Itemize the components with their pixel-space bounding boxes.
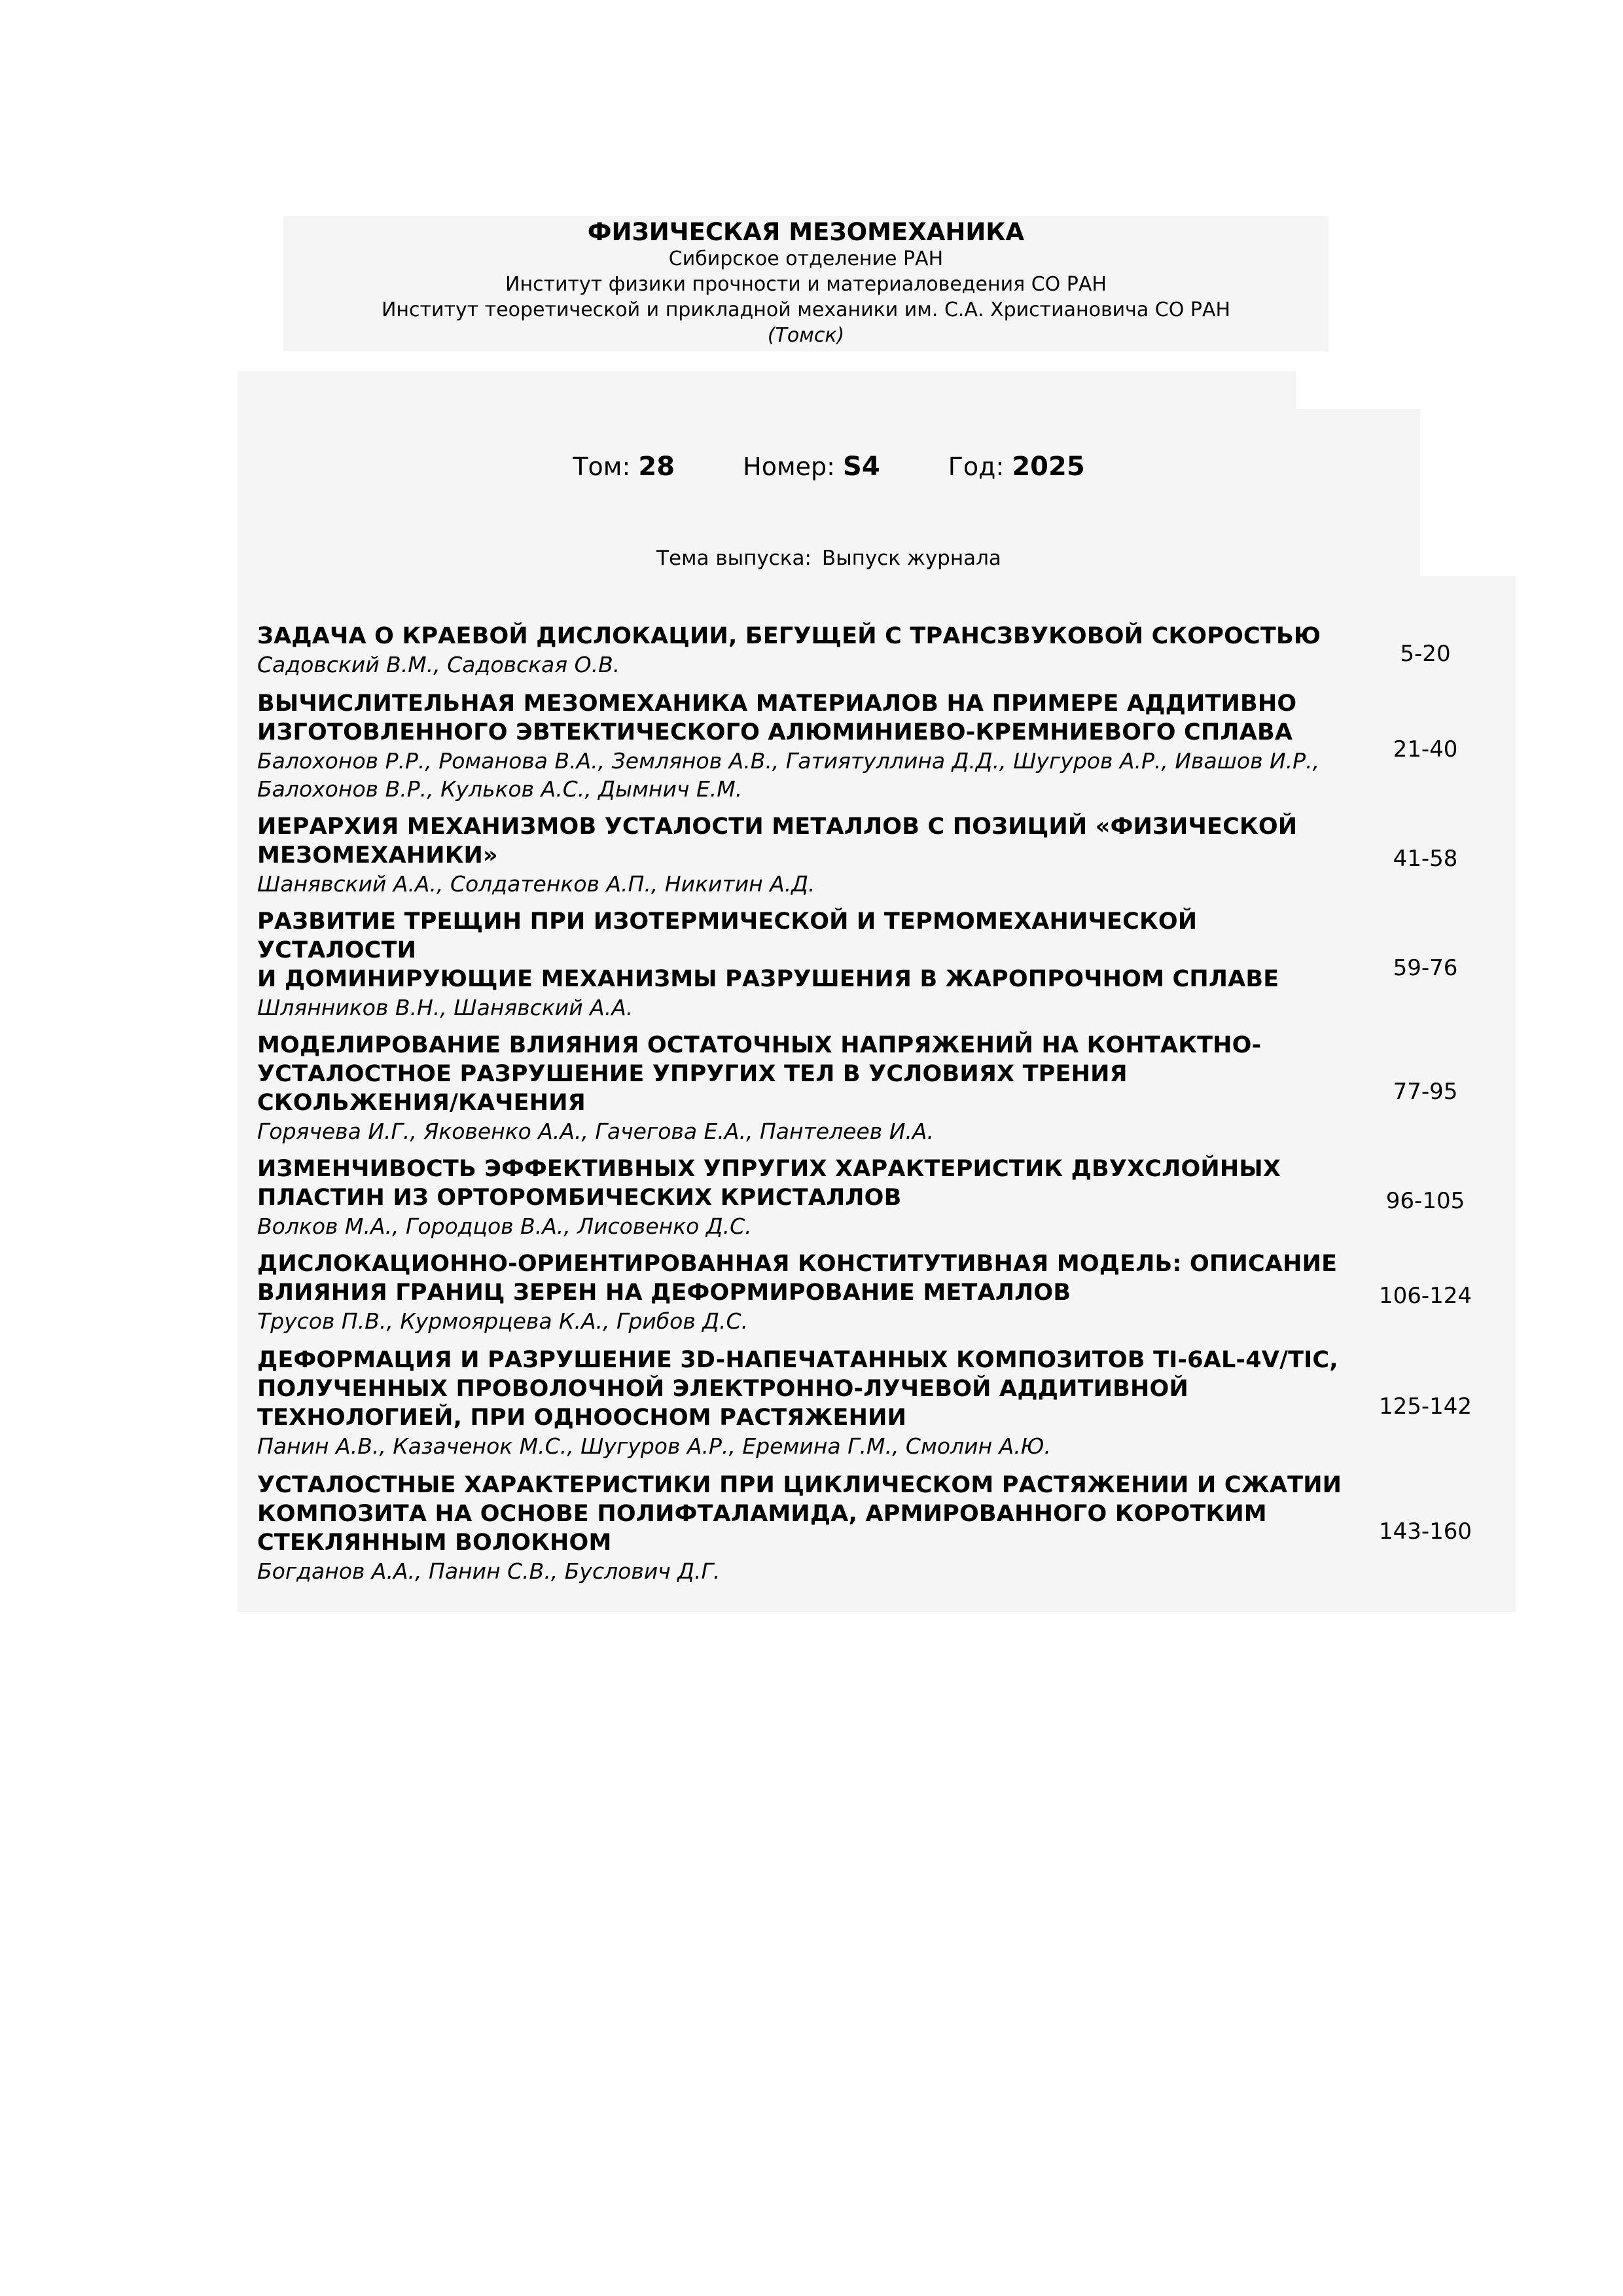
number-field — [743, 452, 880, 482]
article-pages: 96-105 — [1385, 1187, 1465, 1214]
article-pages: 77-95 — [1393, 1078, 1458, 1105]
toc-entry[interactable] — [257, 1155, 1507, 1240]
article-pages: 59-76 — [1393, 954, 1458, 981]
issue-strip-background — [238, 371, 1296, 410]
article-pages: 125-142 — [1378, 1393, 1472, 1420]
article-authors-line: Шанявский А.А., Солдатенков А.П., Никитин А.Д. — [257, 871, 815, 897]
toc-entry-text — [257, 812, 1344, 898]
article-title-line[interactable]: УСТАЛОСТНОЕ РАЗРУШЕНИЕ УПРУГИХ ТЕЛ В УСЛОВИЯХ ТРЕНИЯ — [257, 1061, 1128, 1087]
number-value: S4 — [843, 452, 880, 482]
toc-entry[interactable] — [257, 1471, 1507, 1585]
topic-value: Выпуск журнала — [821, 547, 1001, 570]
article-title-line[interactable]: СТЕКЛЯННЫМ ВОЛОКНОМ — [257, 1530, 612, 1556]
article-pages: 5-20 — [1400, 640, 1451, 667]
article-title-line[interactable]: И ДОМИНИРУЮЩИЕ МЕХАНИЗМЫ РАЗРУШЕНИЯ В ЖАРОПРОЧНОМ СПЛАВЕ — [257, 966, 1279, 992]
toc-entry[interactable] — [257, 1031, 1507, 1145]
issue-topic — [238, 547, 1420, 570]
year-value: 2025 — [1012, 452, 1085, 482]
toc-entry-text — [257, 1031, 1344, 1145]
toc-entry-text — [257, 622, 1344, 679]
volume-value: 28 — [638, 452, 675, 482]
article-authors-line: Трусов П.В., Курмоярцева К.А., Грибов Д.С. — [257, 1308, 749, 1334]
article-title-line[interactable]: СКОЛЬЖЕНИЯ/КАЧЕНИЯ — [257, 1090, 586, 1116]
article-title-line[interactable]: МЕЗОМЕХАНИКИ» — [257, 842, 498, 869]
article-authors-line: Богданов А.А., Панин С.В., Буслович Д.Г. — [257, 1558, 721, 1584]
journal-city: (Томск) — [767, 324, 845, 347]
article-title-line[interactable]: ИЗМЕНЧИВОСТЬ ЭФФЕКТИВНЫХ УПРУГИХ ХАРАКТЕРИСТИК ДВУХСЛОЙНЫХ — [257, 1156, 1281, 1182]
article-authors-line: Волков М.А., Городцов В.А., Лисовенко Д.С. — [257, 1213, 752, 1239]
volume-field — [573, 452, 675, 482]
article-title-line[interactable]: ЗАДАЧА О КРАЕВОЙ ДИСЛОКАЦИИ, БЕГУЩЕЙ С ТРАНСЗВУКОВОЙ СКОРОСТЬЮ — [257, 623, 1321, 649]
article-authors-line: Балохонов Р.Р., Романова В.А., Землянов А.В., Гатиятуллина Д.Д., Шугуров А.Р., Ивашов И.Р., — [257, 748, 1320, 774]
article-title-line[interactable]: ВЫЧИСЛИТЕЛЬНАЯ МЕЗОМЕХАНИКА МАТЕРИАЛОВ НА ПРИМЕРЕ АДДИТИВНО — [257, 691, 1297, 717]
article-authors-line: Шлянников В.Н., Шанявский А.А. — [257, 995, 633, 1020]
toc-entry-text — [257, 1346, 1344, 1460]
toc-entry-text — [257, 907, 1344, 1022]
article-pages: 21-40 — [1393, 736, 1458, 762]
journal-org-line: Сибирское отделение РАН — [668, 247, 944, 270]
toc-entry[interactable] — [257, 907, 1507, 1022]
article-title-line[interactable]: РАЗВИТИЕ ТРЕЩИН ПРИ ИЗОТЕРМИЧЕСКОЙ И ТЕРМОМЕХАНИЧЕСКОЙ УСТАЛОСТИ — [257, 908, 1198, 963]
article-title-line[interactable]: ПОЛУЧЕННЫХ ПРОВОЛОЧНОЙ ЭЛЕКТРОННО-ЛУЧЕВОЙ АДДИТИВНОЙ — [257, 1376, 1188, 1402]
article-title-line[interactable]: ПЛАСТИН ИЗ ОРТОРОМБИЧЕСКИХ КРИСТАЛЛОВ — [257, 1185, 902, 1211]
article-title-line[interactable]: ИЕРАРХИЯ МЕХАНИЗМОВ УСТАЛОСТИ МЕТАЛЛОВ С ПОЗИЦИЙ «ФИЗИЧЕСКОЙ — [257, 814, 1298, 840]
journal-org-line: Институт теоретической и прикладной механики им. С.А. Христиановича СО РАН — [381, 298, 1231, 321]
issue-info — [238, 452, 1420, 482]
article-title-line[interactable]: КОМПОЗИТА НА ОСНОВЕ ПОЛИФТАЛАМИДА, АРМИРОВАННОГО КОРОТКИМ — [257, 1501, 1267, 1527]
article-authors-line: Горячева И.Г., Яковенко А.А., Гачегова Е.А., Пантелеев И.А. — [257, 1119, 934, 1144]
journal-org-line: Институт физики прочности и материаловедения СО РАН — [505, 273, 1107, 296]
journal-header — [283, 216, 1329, 348]
volume-label: Том: — [573, 452, 631, 481]
toc-entry[interactable] — [257, 1346, 1507, 1460]
article-authors-line: Балохонов В.Р., Кульков А.С., Дымнич Е.М. — [257, 776, 743, 802]
article-title-line[interactable]: ДЕФОРМАЦИЯ И РАЗРУШЕНИЕ 3D-НАПЕЧАТАННЫХ КОМПОЗИТОВ TI-6AL-4V/TIC, — [257, 1347, 1338, 1373]
article-authors-line: Садовский В.М., Садовская О.В. — [257, 652, 620, 677]
toc-entry[interactable] — [257, 1249, 1507, 1335]
number-label: Номер: — [743, 452, 835, 481]
article-title-line[interactable]: ТЕХНОЛОГИЕЙ, ПРИ ОДНООСНОМ РАСТЯЖЕНИИ — [257, 1405, 907, 1431]
article-title-line[interactable]: УСТАЛОСТНЫЕ ХАРАКТЕРИСТИКИ ПРИ ЦИКЛИЧЕСКОМ РАСТЯЖЕНИИ И СЖАТИИ — [257, 1472, 1342, 1498]
toc-entry-text — [257, 1471, 1344, 1585]
article-title-line[interactable]: МОДЕЛИРОВАНИЕ ВЛИЯНИЯ ОСТАТОЧНЫХ НАПРЯЖЕНИЙ НА КОНТАКТНО- — [257, 1032, 1262, 1058]
table-of-contents — [257, 622, 1507, 1585]
topic-label: Тема выпуска: — [656, 547, 812, 570]
toc-entry-text — [257, 1249, 1344, 1335]
article-authors-line: Панин А.В., Казаченок М.С., Шугуров А.Р., Еремина Г.М., Смолин А.Ю. — [257, 1433, 1051, 1459]
toc-entry-text — [257, 689, 1344, 803]
article-pages: 106-124 — [1378, 1282, 1472, 1309]
toc-entry[interactable] — [257, 689, 1507, 803]
year-field — [948, 452, 1085, 482]
article-pages: 41-58 — [1393, 845, 1458, 872]
toc-entry[interactable] — [257, 622, 1507, 679]
article-title-line[interactable]: ИЗГОТОВЛЕННОГО ЭВТЕКТИЧЕСКОГО АЛЮМИНИЕВО-КРЕМНИЕВОГО СПЛАВА — [257, 719, 1293, 745]
article-title-line[interactable]: ДИСЛОКАЦИОННО-ОРИЕНТИРОВАННАЯ КОНСТИТУТИВНАЯ МОДЕЛЬ: ОПИСАНИЕ — [257, 1251, 1338, 1277]
toc-entry-text — [257, 1155, 1344, 1240]
journal-title: ФИЗИЧЕСКАЯ МЕЗОМЕХАНИКА — [587, 218, 1025, 246]
article-pages: 143-160 — [1378, 1518, 1472, 1545]
article-title-line[interactable]: ВЛИЯНИЯ ГРАНИЦ ЗЕРЕН НА ДЕФОРМИРОВАНИЕ МЕТАЛЛОВ — [257, 1280, 1071, 1306]
year-label: Год: — [948, 452, 1005, 481]
toc-entry[interactable] — [257, 812, 1507, 898]
